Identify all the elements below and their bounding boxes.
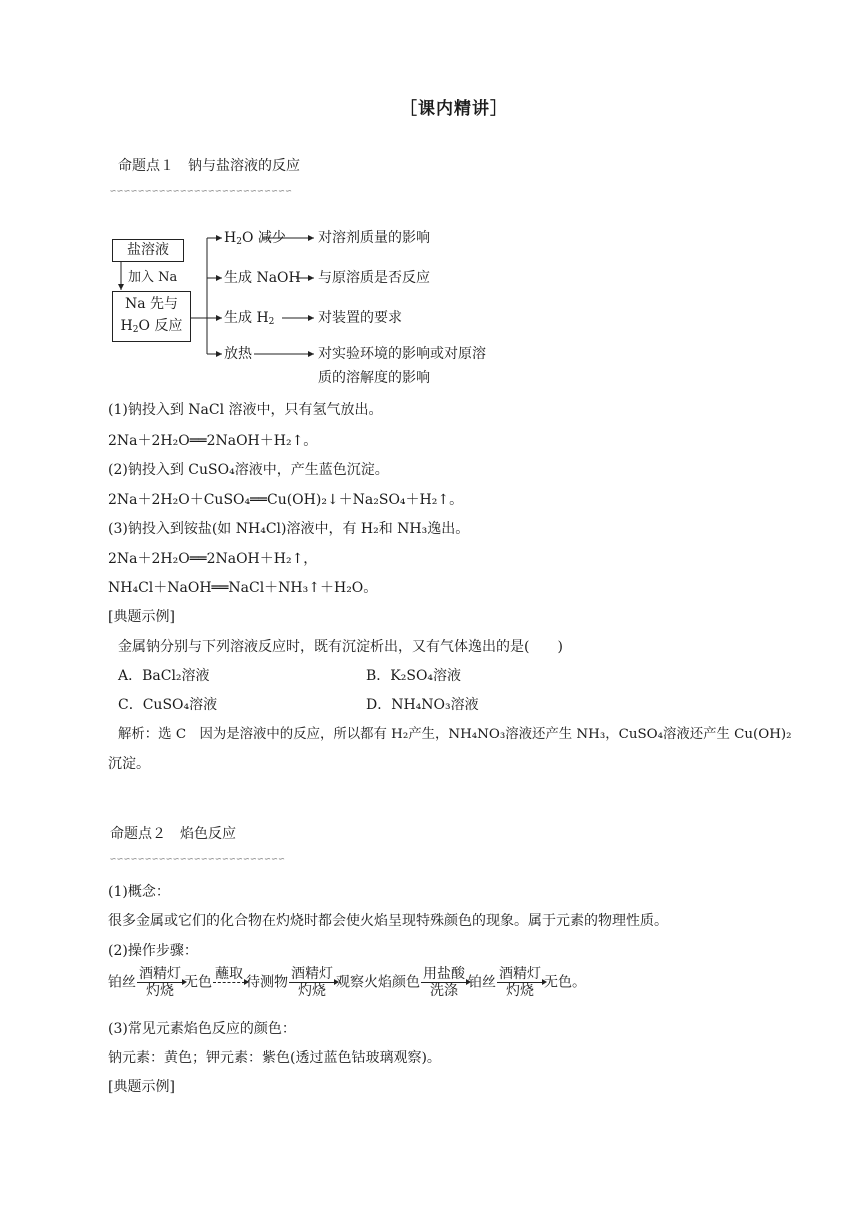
equation: 2Na＋2H₂O══2NaOH＋H₂↑， — [108, 551, 318, 567]
na-reacts-water-box: Na 先与 $H_2O$ 反应 — [112, 291, 191, 342]
paragraph: (3)钠投入到铵盐(如 NH₄Cl)溶液中，有 H₂和 NH₃逸出。 — [108, 521, 470, 537]
effect-environment: 对实验环境的影响或对原溶 — [318, 346, 486, 362]
branch-naoh: 生成 NaOH — [224, 270, 301, 286]
step-text: 铂丝 — [108, 974, 136, 991]
branch-h2: 生成 $H_2$ — [224, 310, 275, 327]
step-text: 无色 — [184, 974, 212, 991]
section-heading: 命题点１ 钠与盐溶液的反应 — [118, 158, 300, 174]
option-a: A．BaCl₂溶液 — [118, 668, 210, 684]
add-na-label: 加入 Na — [128, 270, 178, 285]
example-tag: [典题示例] — [108, 609, 175, 625]
step-arrow: $\frac{\text{用盐酸}}{\text{洗涤}}$ — [423, 966, 465, 999]
page-title: ［课内精讲］ — [400, 99, 508, 119]
analysis: 解析：选 C 因为是溶液中的反应，所以都有 H₂产生，NH₄NO₃溶液还产生 NH₃，CuSO₄溶液还产生 Cu(OH)₂ — [118, 727, 792, 742]
paragraph: (2)钠投入到 CuSO₄溶液中，产生蓝色沉淀。 — [108, 462, 389, 478]
example-tag: [典题示例] — [108, 1079, 175, 1095]
paragraph: (2)操作步骤： — [108, 943, 198, 959]
analysis-continued: 沉淀。 — [108, 756, 150, 772]
effect-solubility: 质的溶解度的影响 — [318, 370, 430, 386]
step-arrow: $\frac{\text{酒精灯}}{\text{灼烧}}$ — [139, 966, 181, 999]
paragraph: (3)常见元素焰色反应的颜色： — [108, 1021, 296, 1037]
step-arrow: $\frac{\text{酒精灯}}{\text{灼烧}}$ — [291, 966, 333, 999]
equation: NH₄Cl＋NaOH══NaCl＋NH₃↑＋H₂O。 — [108, 580, 378, 596]
dotted-divider: ∽∽∽∽∽∽∽∽∽∽∽∽∽∽∽∽∽∽∽∽∽∽∽∽∽∽ — [110, 186, 293, 197]
step-text: 无色。 — [544, 974, 586, 991]
paragraph: (1)概念： — [108, 884, 170, 900]
step-text: 铂丝 — [468, 974, 496, 991]
paragraph: (1)钠投入到 NaCl 溶液中，只有氢气放出。 — [108, 402, 383, 418]
effect-solute-reaction: 与原溶质是否反应 — [318, 270, 430, 286]
effect-apparatus: 对装置的要求 — [318, 310, 402, 326]
effect-solvent-mass: 对溶剂质量的影响 — [318, 230, 430, 246]
step-text: 待测物 — [246, 974, 288, 991]
step-text: 观察火焰颜色 — [336, 974, 420, 991]
section-heading: 命题点２ 焰色反应 — [110, 826, 236, 842]
equation: 2Na＋2H₂O＋CuSO₄══Cu(OH)₂↓＋Na₂SO₄＋H₂↑。 — [108, 492, 464, 508]
salt-solution-box: 盐溶液 — [112, 239, 184, 262]
step-arrow: $\frac{\text{酒精灯}}{\text{灼烧}}$ — [499, 966, 541, 999]
paragraph: 很多金属或它们的化合物在灼烧时都会使火焰呈现特殊颜色的现象。属于元素的物理性质。 — [108, 913, 668, 929]
option-b: B．K₂SO₄溶液 — [366, 668, 462, 684]
question: 金属钠分别与下列溶液反应时，既有沉淀析出，又有气体逸出的是( ) — [118, 639, 563, 655]
branch-heat: 放热 — [224, 346, 252, 362]
dotted-divider: ∽∽∽∽∽∽∽∽∽∽∽∽∽∽∽∽∽∽∽∽∽∽∽∽∽ — [110, 854, 286, 865]
option-d: D．NH₄NO₃溶液 — [366, 697, 479, 713]
procedure-steps — [108, 966, 586, 999]
branch-water-decrease: $H_2O$ 减少 — [224, 230, 286, 247]
option-c: C．CuSO₄溶液 — [118, 697, 218, 713]
paragraph: 钠元素：黄色；钾元素：紫色(透过蓝色钴玻璃观察)。 — [108, 1050, 441, 1066]
equation: 2Na＋2H₂O══2NaOH＋H₂↑。 — [108, 433, 318, 449]
step-arrow: 蘸取 — [213, 966, 245, 993]
